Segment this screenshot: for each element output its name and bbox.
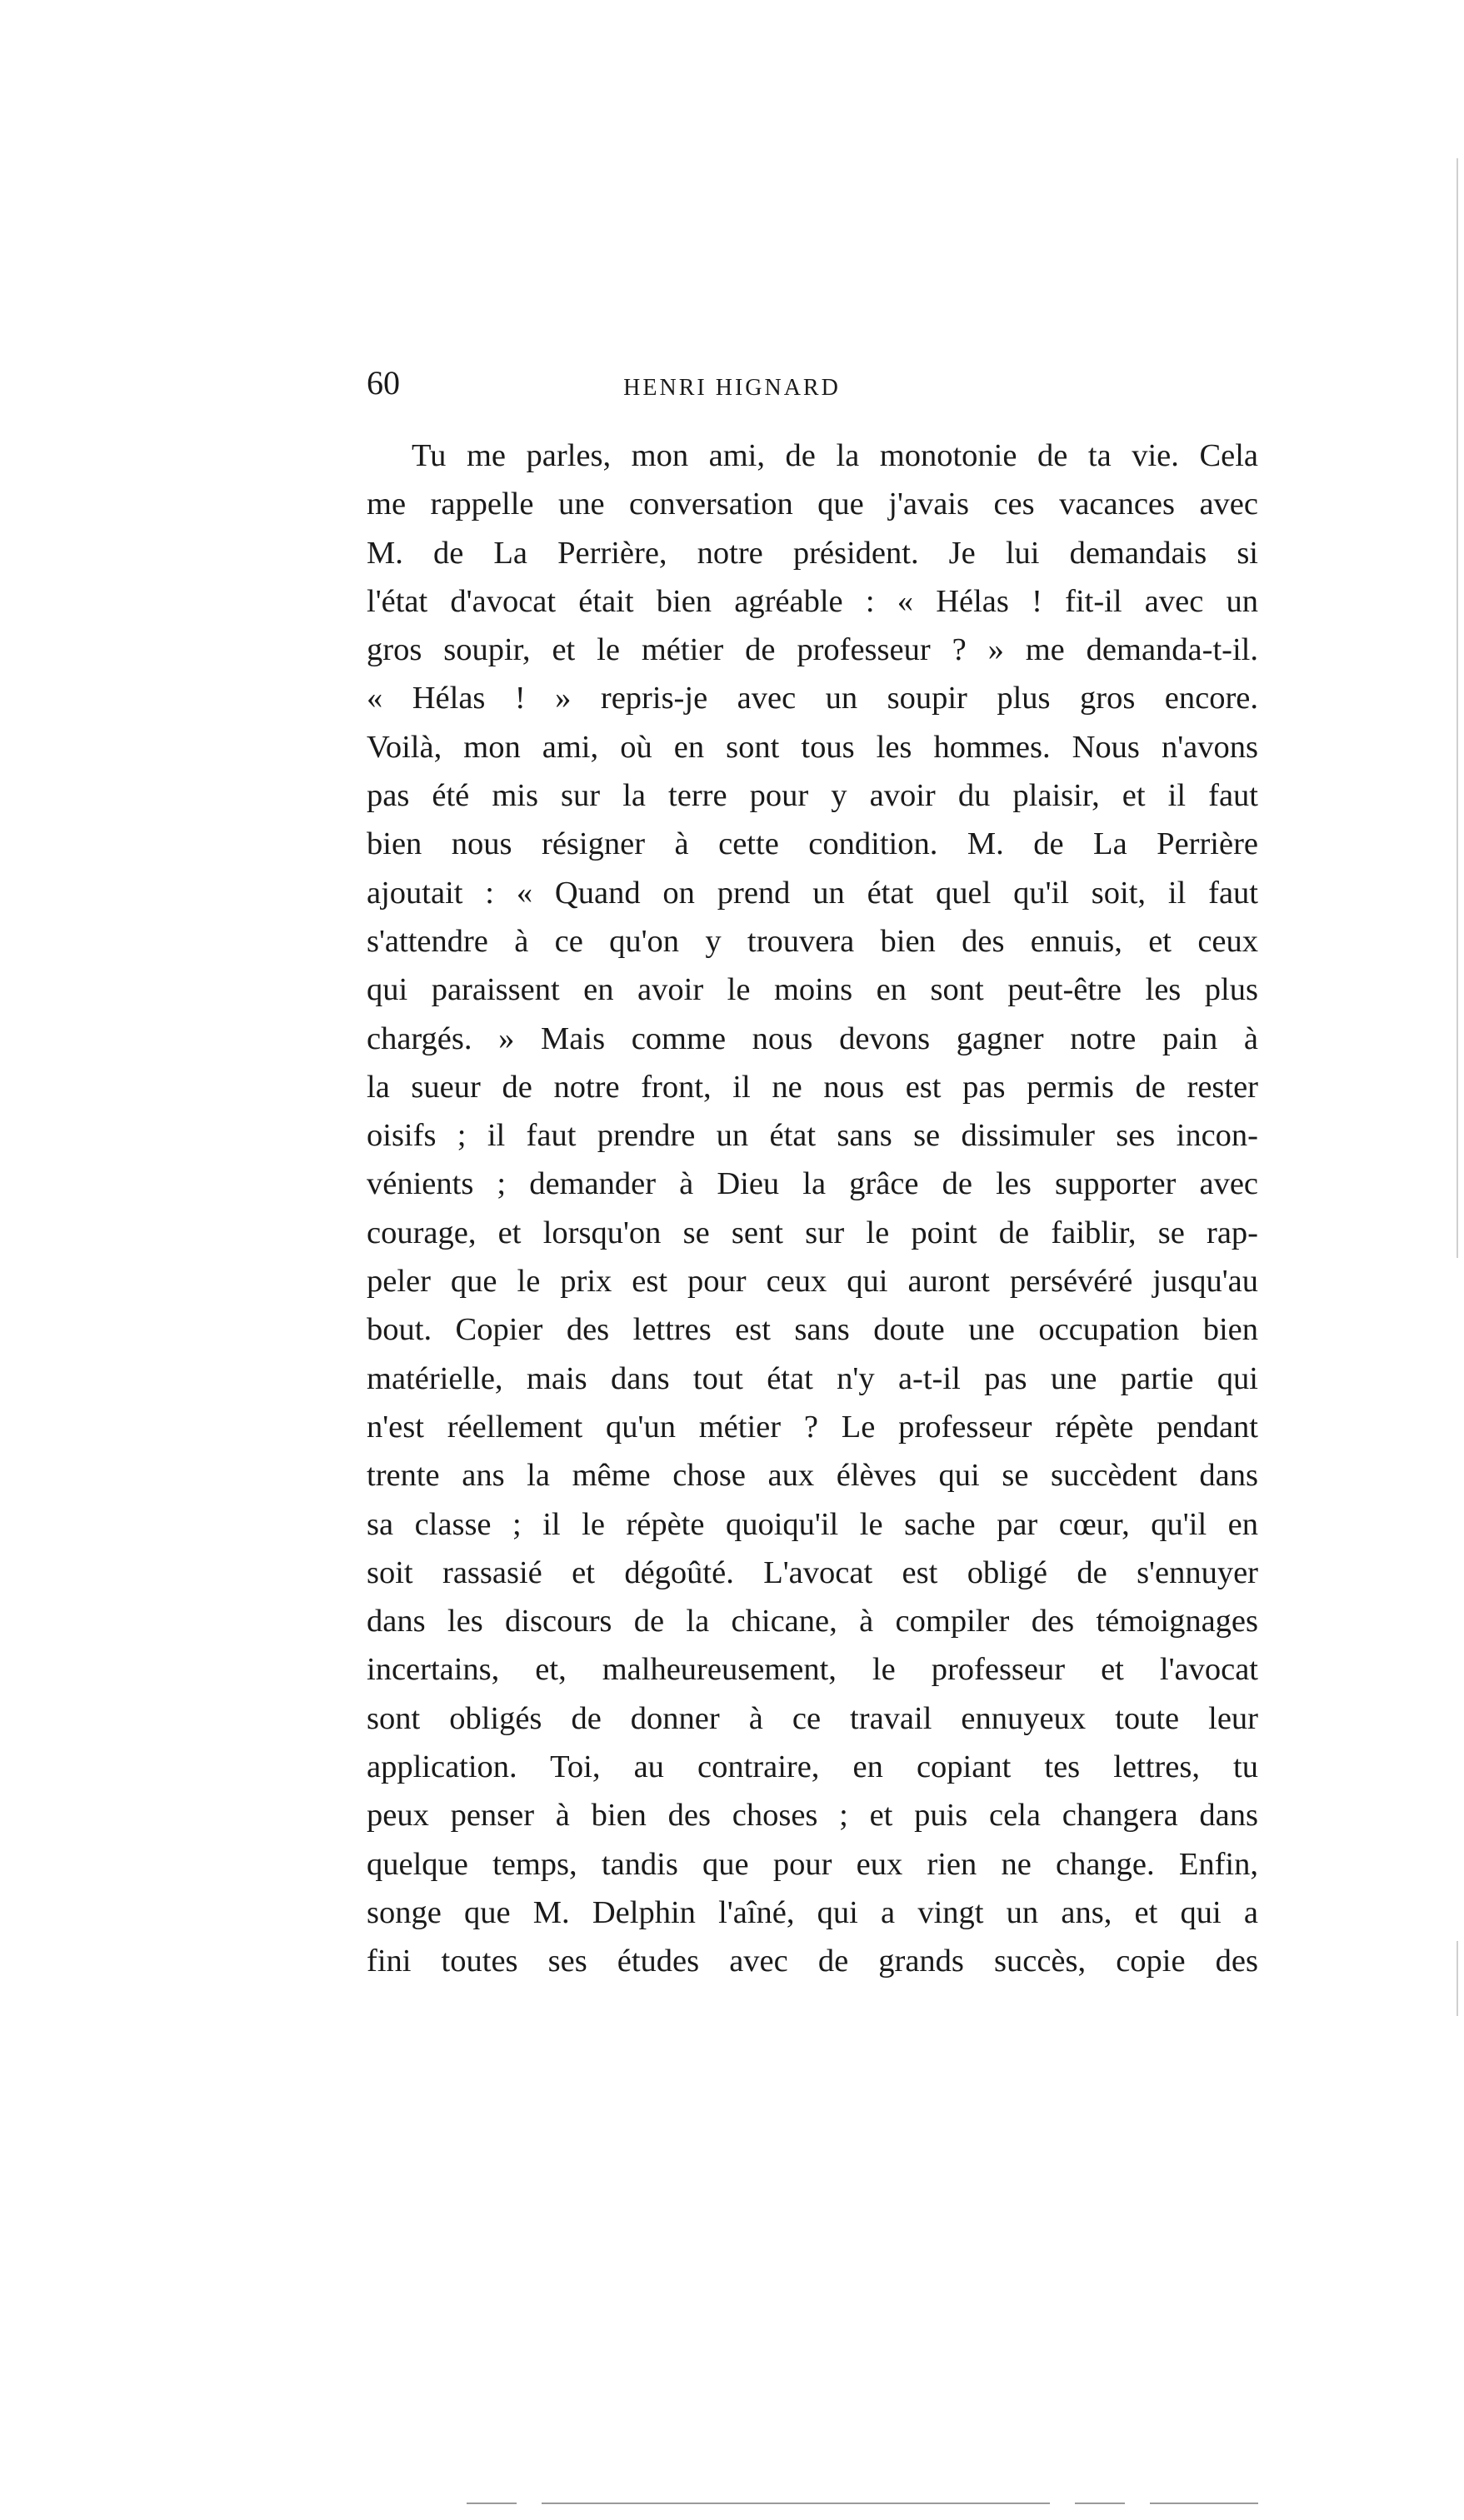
text-line: peler que le prix est pour ceux qui auront persévéré jusqu'au (367, 1264, 1258, 1300)
text-line: s'attendre à ce qu'on y trouvera bien des ennuis, et ceux (367, 923, 1258, 959)
text-line: « Hélas ! » repris-je avec un soupir plus gros encore. (367, 681, 1258, 716)
text-line: bout. Copier des lettres est sans doute une occupation bien (367, 1312, 1258, 1348)
margin-rule (1457, 158, 1458, 1258)
text-line: Tu me parles, mon ami, de la monotonie de ta vie. Cela (412, 438, 1258, 473)
text-line: la sueur de notre front, il ne nous est pas permis de rester (367, 1069, 1258, 1105)
text-line: peux penser à bien des choses ; et puis cela changera dans (367, 1798, 1258, 1834)
footer-rule (467, 2503, 517, 2504)
footer-rule (1075, 2503, 1125, 2504)
running-head: HENRI HIGNARD (623, 375, 841, 401)
page-number: 60 (367, 364, 400, 402)
body-text (367, 432, 1258, 1986)
text-line: qui paraissent en avoir le moins en sont peut-être les plus (367, 972, 1258, 1008)
text-line: sa classe ; il le répète quoiqu'il le sache par cœur, qu'il en (367, 1506, 1258, 1542)
text-line: quelque temps, tandis que pour eux rien ne change. Enfin, (367, 1846, 1258, 1882)
text-line: pas été mis sur la terre pour y avoir du plaisir, et il faut (367, 778, 1258, 814)
footer-rule (542, 2503, 1050, 2504)
text-line: matérielle, mais dans tout état n'y a-t-il pas une partie qui (367, 1360, 1258, 1396)
text-line: Voilà, mon ami, où en sont tous les hommes. Nous n'avons (367, 729, 1258, 765)
text-line: courage, et lorsqu'on se sent sur le point de faiblir, se rap- (367, 1215, 1258, 1250)
text-line: dans les discours de la chicane, à compiler des témoignages (367, 1604, 1258, 1639)
text-line: vénients ; demander à Dieu la grâce de les supporter avec (367, 1166, 1258, 1202)
text-line: fini toutes ses études avec de grands succès, copie des (367, 1944, 1258, 1979)
text-line: application. Toi, au contraire, en copiant tes lettres, tu (367, 1749, 1258, 1785)
text-line: gros soupir, et le métier de professeur ? » me demanda-t-il. (367, 632, 1258, 668)
text-line: bien nous résigner à cette condition. M. de La Perrière (367, 826, 1258, 862)
text-line: chargés. » Mais comme nous devons gagner notre pain à (367, 1020, 1258, 1056)
text-line: oisifs ; il faut prendre un état sans se dissimuler ses incon- (367, 1118, 1258, 1154)
text-line: songe que M. Delphin l'aîné, qui a vingt un ans, et qui a (367, 1894, 1258, 1930)
text-line: l'état d'avocat était bien agréable : « Hélas ! fit-il avec un (367, 583, 1258, 619)
text-line: incertains, et, malheureusement, le professeur et l'avocat (367, 1652, 1258, 1688)
text-line: sont obligés de donner à ce travail ennuyeux toute leur (367, 1700, 1258, 1736)
text-line: me rappelle une conversation que j'avais ces vacances avec (367, 487, 1258, 522)
margin-rule (1457, 1941, 1458, 2016)
text-line: soit rassasié et dégoûté. L'avocat est obligé de s'ennuyer (367, 1554, 1258, 1590)
text-line: M. de La Perrière, notre président. Je lui demandais si (367, 535, 1258, 571)
text-line: n'est réellement qu'un métier ? Le professeur répète pendant (367, 1409, 1258, 1445)
footer-rule (1150, 2503, 1258, 2504)
text-line: trente ans la même chose aux élèves qui se succèdent dans (367, 1458, 1258, 1494)
text-line: ajoutait : « Quand on prend un état quel qu'il soit, il faut (367, 875, 1258, 911)
